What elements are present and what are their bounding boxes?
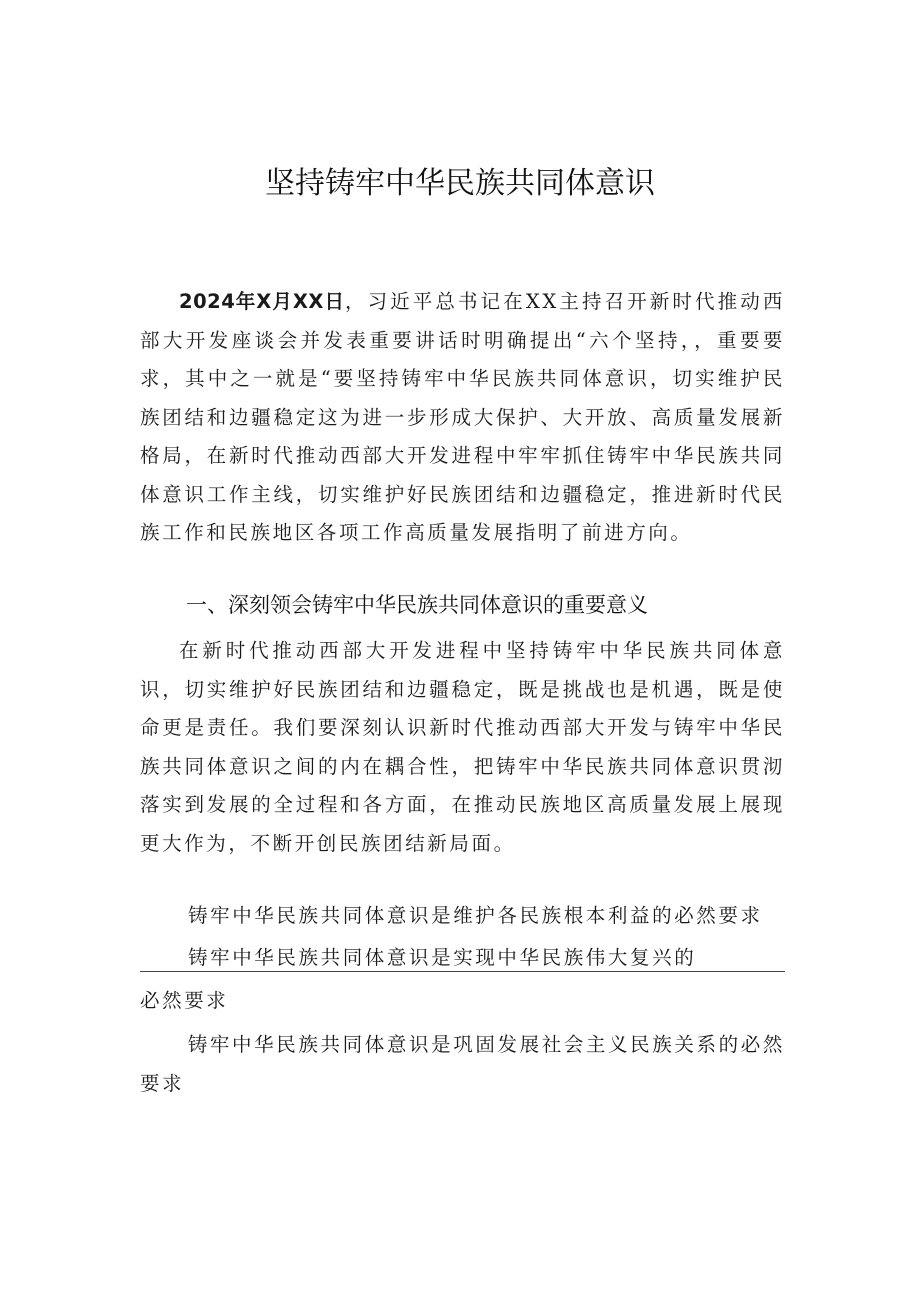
divider-line — [140, 971, 785, 972]
point-item-2-continued: 必然要求 — [140, 989, 229, 1012]
date-text: 2024年X月XX日 — [179, 290, 345, 313]
section-heading-1: 一、深刻领会铸牢中华民族共同体意识的重要意义 — [186, 593, 648, 617]
point-item-2: 铸牢中华民族共同体意识是实现中华民族伟大复兴的 — [188, 946, 697, 969]
paragraph-intro — [140, 283, 785, 553]
document-title: 坚持铸牢中华民族共同体意识 — [265, 166, 655, 201]
point-item-1: 铸牢中华民族共同体意识是维护各民族根本利益的必然要求 — [188, 904, 763, 927]
paragraph-section-1: 在新时代推动西部大开发进程中坚持铸牢中华民族共同体意识，切实维护好民族团结和边疆稳定，既是挑战也是机遇，既是使命更是责任。我们要深刻认识新时代推动西部大开发与铸牢中华民族共同体意识之间的内在耦合性，把铸牢中华民族共同体意识贯沏落实到发展的全过程和各方面，在推动民族地区高质量发展上展现更大作为，不断开创民族团结新局面。 — [140, 639, 785, 855]
paragraph-intro-text: ，习近平总书记在XX主持召开新时代推动西部大开发座谈会并发表重要讲话时明确提出“六个坚持，，重要要求，其中之一就是“要坚持铸牢中华民族共同体意识，切实维护民族团结和边疆稳定这为进一步形成大保护、大开放、高质量发展新格局，在新时代推动西部大开发进程中牢牢抓住铸牢中华民族共同体意识工作主线，切实维护好民族团结和边疆稳定，推进新时代民族工作和民族地区各项工作高质量发展指明了前进方向。 — [140, 290, 785, 544]
point-item-3: 铸牢中华民族共同体意识是巩固发展社会主义民族关系的必然要求 — [140, 1033, 785, 1095]
